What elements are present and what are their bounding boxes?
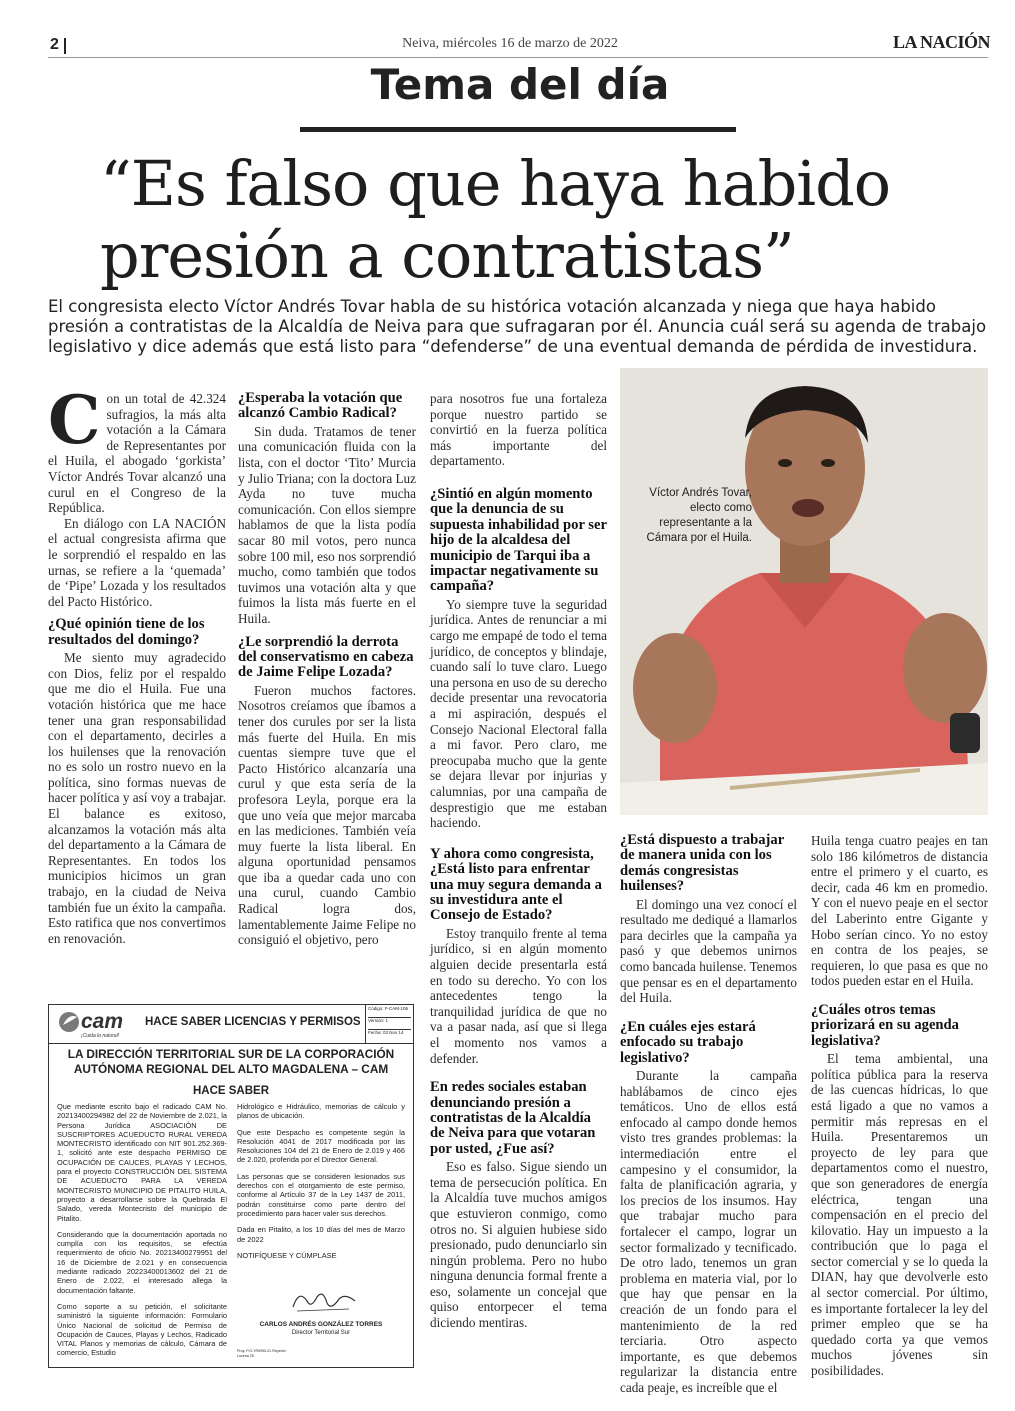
ad-code-line: Versión: 1 xyxy=(368,1017,411,1024)
ad-code-line: Fecha: 03 Nov 14 xyxy=(368,1029,411,1036)
answer: Eso es falso. Sigue siendo un tema de persecución política. En la Alcaldía tuve muchos amigos que estuvieron conmigo, como otros no. Si alguien hubiese sido presionado, pudo denunciarlo sin ningún problema. Pero no hubo ninguna denuncia formal frente a eso, solamente un concejal que quiso entorpecer el tema diciendo mentiras. xyxy=(430,1159,607,1331)
legal-notice-ad xyxy=(48,1004,414,1368)
article-paragraph: En diálogo con LA NACIÓN el actual congresista afirma que le sorprendió el respaldo en las urnas, se refiere a la ‘quemada’ de ‘Pipe’ Lozada y los resultados del Pacto Histórico. xyxy=(48,515,226,609)
drop-cap: C xyxy=(48,381,101,459)
answer: El domingo una vez conocí el resultado me dediqué a llamarlos para decirles que la campaña ya pasó y que debemos unirnos como bancada huilense. Tenemos que pensar es en el departamento del Huila. xyxy=(620,896,797,1006)
ad-paragraph: NOTIFÍQUESE Y CÚMPLASE xyxy=(237,1250,337,1260)
issue-date: Neiva, miércoles 16 de marzo de 2022 xyxy=(402,36,618,51)
ad-codes xyxy=(365,1005,413,1043)
ad-subtitle: HACE SABER xyxy=(192,1085,270,1097)
page-number-divider xyxy=(64,38,66,54)
answer: Durante la campaña hablábamos de cinco ejes temáticos. Uno de ellos está enfocado al campo donde hemos visto tres grandes problemas: la intermediación entre el campesino y el consumidor, la falta de planificación agraria, y los precios de los insumos. Hay que trabajar mucho para fortalecer el campo, lograr un sector formalizado y tecnificado. De otro lado, tenemos un gran problema en materia vial, por lo que hay que pensar en la creación de un fondo para el mantenimiento de la red terciaria. Otro aspecto importante, es que debemos regularizar la distancia entre cada peaje, es increíble que el xyxy=(620,1068,797,1395)
question: ¿En cuáles ejes estará enfocado su trabajo legislativo? xyxy=(620,1018,756,1066)
answer-continued: Huila tenga cuatro peajes en tan solo 186 kilómetros de distancia entre el primero y el cuarto, es decir, cada 46 km en promedio. Y con el nuevo peaje en el sector del Laberinto entre Gigante y Hobo serían cinco. Yo no estoy en contra de los peajes, se requieren, lo que pasa es que no todos pueden estar en el Huila. xyxy=(811,833,988,989)
question: ¿Sintió en algún momento que la denuncia de su supuesta inhabilidad por ser hijo de la alcaldesa del municipio de Tarqui iba a impactar negativamente su campaña? xyxy=(430,485,607,595)
intro-text: on un total de 42.324 sufragios, la más alta votación a la Cámara de Representantes por el Huila, el abogado ‘gorkista’ Víctor Andrés Tovar alcanzó una curul en el Congreso de la República. xyxy=(48,391,226,516)
question: Y ahora como congresista, ¿Está listo para enfrentar una muy segura demanda a su investidura ante el Consejo de Estado? xyxy=(430,845,602,924)
question: ¿Qué opinión tiene de los resultados del domingo? xyxy=(48,616,205,648)
article-column-1 xyxy=(48,381,226,946)
ad-signer: CARLOS ANDRÉS GONZÁLEZ TORRES xyxy=(259,1321,383,1328)
answer: Estoy tranquilo frente al tema jurídico, si en algún momento alguien decide presentarla está en todo su derecho. Yo con los antecedentes tengo la tranquilidad jurídica de que no va a pasar nada, así que si llega el momento nos vamos a defender. xyxy=(430,925,607,1066)
ad-signer-role: Director Territorial Sur xyxy=(291,1330,351,1336)
ad-paragraph: Las personas que se consideren lesionados sus derechos con el otorgamiento de este permiso, conforme al Artículo 37 de la Ley 1437 de 2011, podrán constituirse como parte dentro del procedimiento para hacer valer sus derechos. xyxy=(237,1171,405,1218)
cam-logo-text: cam xyxy=(81,1010,124,1033)
ad-paragraph: Hidrológico e Hidráulico, memorias de cálculo y planos de ubicación. xyxy=(237,1102,405,1121)
cam-tagline: ¡Cuida lo natural! xyxy=(81,1033,120,1039)
question: ¿Está dispuesto a trabajar de manera unida con los demás congresistas huilenses? xyxy=(620,832,784,895)
portrait-photo xyxy=(620,368,988,815)
header-rule xyxy=(48,57,988,58)
article-column-3 xyxy=(430,391,607,1331)
ad-paragraph: Dada en Pitalito, a los 10 días del mes de Marzo de 2022 xyxy=(237,1225,405,1244)
ad-paragraph: Que mediante escrito bajo el radicado CAM No. 20213400294982 del 22 de Noviembre de 2.021, la Persona Jurídica ASOCIACIÓN DE SUSCRIPTORES ACUEDUCTO RURAL VEREDA MONTECRISTO identificado con NIT 901.252.369-1, solicitó ante este despacho PERMISO DE OCUPACIÓN DE CAUCES, PLAYAS Y LECHOS, para el proyecto CONSTRUCCIÓN DEL SISTEMA DE ACUEDUCTO PARA LA VEREDA MONTECRISTO MUNICIPIO DE PITALITO HUILA, proyecto a desarrollarse sobre la Quebrada El Salado, vereda Montecristo del municipio de Pitalito. xyxy=(57,1102,227,1223)
question: En redes sociales estaban denunciando presión a contratistas de la Alcaldía de Neiva para que votaran por usted, ¿Fue así? xyxy=(430,1079,596,1157)
ad-column-right xyxy=(237,1102,405,1267)
ad-paragraph: Como soporte a su petición, el solicitante suministró la siguiente información: Formulario Único Nacional de solicitud de Permiso de Ocupación de Cauces, Playas y Lechos, Radicado VITAL Planos y memorias de cálculo, Cámara de comercio, Estudio xyxy=(57,1301,227,1358)
headline: “Es falso que haya habido presión a contratistas” xyxy=(100,147,891,292)
article-column-4 xyxy=(620,833,797,1395)
portrait-illustration xyxy=(620,368,988,815)
ad-header-title: HACE SABER LICENCIAS Y PERMISOS xyxy=(145,1016,361,1028)
ad-paragraph: Que este Despacho es competente según la Resolución 4041 de 2017 modificada por las Resoluciones 104 del 21 de Enero de 2.019 y 466 de 2.020, proferida por el Director General. xyxy=(237,1127,405,1165)
answer: Fueron muchos factores. Nosotros creíamos que íbamos a tener dos curules por ser la lista más fuerte del Huila. En mis cuentas siempre tuve que el Pacto Histórico alcanzaría una curul y que esta sería de la profesora Leyla, porque era la que uno veía que mejor marcaba en las mediciones. También veía muy fuerte la lista liberal. En alguna oportunidad pensamos que iba a quedar cada uno con una curul, cuando Cambio Radical logra dos, lamentablemente Jaime Felipe no consiguió el objetivo, pero xyxy=(238,682,416,948)
ad-header xyxy=(49,1005,413,1044)
answer: Me siento muy agradecido con Dios, feliz por el respaldo que me dio el Huila. Fue una votación histórica que me hace tener una gran responsabilidad con el departamento, decirles a los huilenses que la renovación no es solo un rostro nuevo en la política, sino formas nuevas de hacer política y así voy a trabajar. El balance es exitoso, alcanzamos la votación más alta del departamento a la Cámara de Representantes. En todos los municipios hicimos un gran trabajo, en la ciudad de Neiva también fue un éxito la campaña. Esto ratifica que nos convertimos en renovación. xyxy=(48,650,226,946)
ad-code-line: Código: F-CAM-106 xyxy=(368,1006,409,1011)
ad-title: LA DIRECCIÓN TERRITORIAL SUR DE LA CORPORACIÓN AUTÓNOMA REGIONAL DEL ALTO MAGDALENA – CAM xyxy=(67,1047,395,1076)
ad-column-left xyxy=(57,1102,227,1365)
article-column-2 xyxy=(238,391,416,948)
question: ¿Le sorprendió la derrota del conservatismo en cabeza de Jaime Felipe Lozada? xyxy=(238,633,414,681)
question: ¿Cuáles otros temas priorizará en su agenda legislativa? xyxy=(811,1001,959,1049)
page-number: 2 xyxy=(50,36,59,53)
ad-paragraph: Considerando que la documentación aportada no cumplía con los requisitos, se efectúa requerimiento de oficio No. 20213400279951 del 16 de Diciembre de 2.021 y en consecuencia mediante radicado 20223400013602 del 21 de Enero de 2.022, el interesado allega la documentación faltante. xyxy=(57,1229,227,1295)
section-underline xyxy=(300,127,736,132)
photo-caption: Víctor Andrés Tovar, electo como representante a la Cámara por el Huila. xyxy=(646,487,752,544)
answer: El tema ambiental, una política pública para la reserva de las cuencas hídricas, lo que está ligado a que no vamos a permitir más represas en el Huila. Presentaremos un proyecto de ley para que departamentos como el nuestro, que son generadores de energía eléctrica, tengan una compensación en el precio del kilovatio. Hay un impuesto a la contribución que lo paga el sector comercial y se lo queda la DIAN, hay que devolverle esto al sector comercial. Por último, es importante fortalecer la ley del primer empleo que se ha quedado corta ya que vemos muchos jóvenes sin posibilidades. xyxy=(811,1051,988,1379)
answer-continued: para nosotros fue una fortaleza porque nuestro partido se convirtió en la fuerza política más importante del departamento. xyxy=(430,391,607,469)
question: ¿Esperaba la votación que alcanzó Cambio Radical? xyxy=(238,390,403,422)
answer: Yo siempre tuve la seguridad jurídica. Antes de renunciar a mi cargo me empapé de todo el tema jurídico, de conceptos y blindaje, cuando salí lo tuve claro. Luego una persona en uso de su derecho decide presentar una revocatoria a mi aspiración, después el Consejo Nacional Electoral falla a mi favor. Pero claro, me preocupaba mucho que la gente se dejara llevar por injurias y calumnias, por una campaña de desprestigio que me estaban haciendo. xyxy=(430,596,607,831)
article-column-5 xyxy=(811,833,988,1379)
ad-footnote: Proy: P.O.YR0990-21 Reyectó: Lucena 25 xyxy=(237,1349,287,1358)
newspaper-logo: LA NACIÓN xyxy=(892,32,990,52)
answer: Sin duda. Tratamos de tener una comunicación fluida con la lista, con el doctor ‘Tito’ Murcia y Julio Triana; con la doctora Luz Ayda no tuve mucha comunicación. Con ellos siempre hablamos de que la lista podía sacar 80 mil votos, pero nunca sobre 100 mil, eso nos sorprendió mucho, como también que todos tuvimos una votación alta y que fuimos la lista más fuerte en el Huila. xyxy=(238,423,417,626)
lead-paragraph: El congresista electo Víctor Andrés Tovar habla de su histórica votación alcanzada y niega que haya habido presión a contratistas de la Alcaldía de Neiva para que sufragaran por él. Anuncia cuál será su agenda de trabajo legislativo y dice además que está listo para “defenderse” de una eventual demanda de pérdida de investidura. xyxy=(48,297,987,356)
signature-scribble xyxy=(289,1287,359,1315)
section-title: Tema del día xyxy=(370,60,670,109)
cam-logo xyxy=(57,1009,137,1039)
